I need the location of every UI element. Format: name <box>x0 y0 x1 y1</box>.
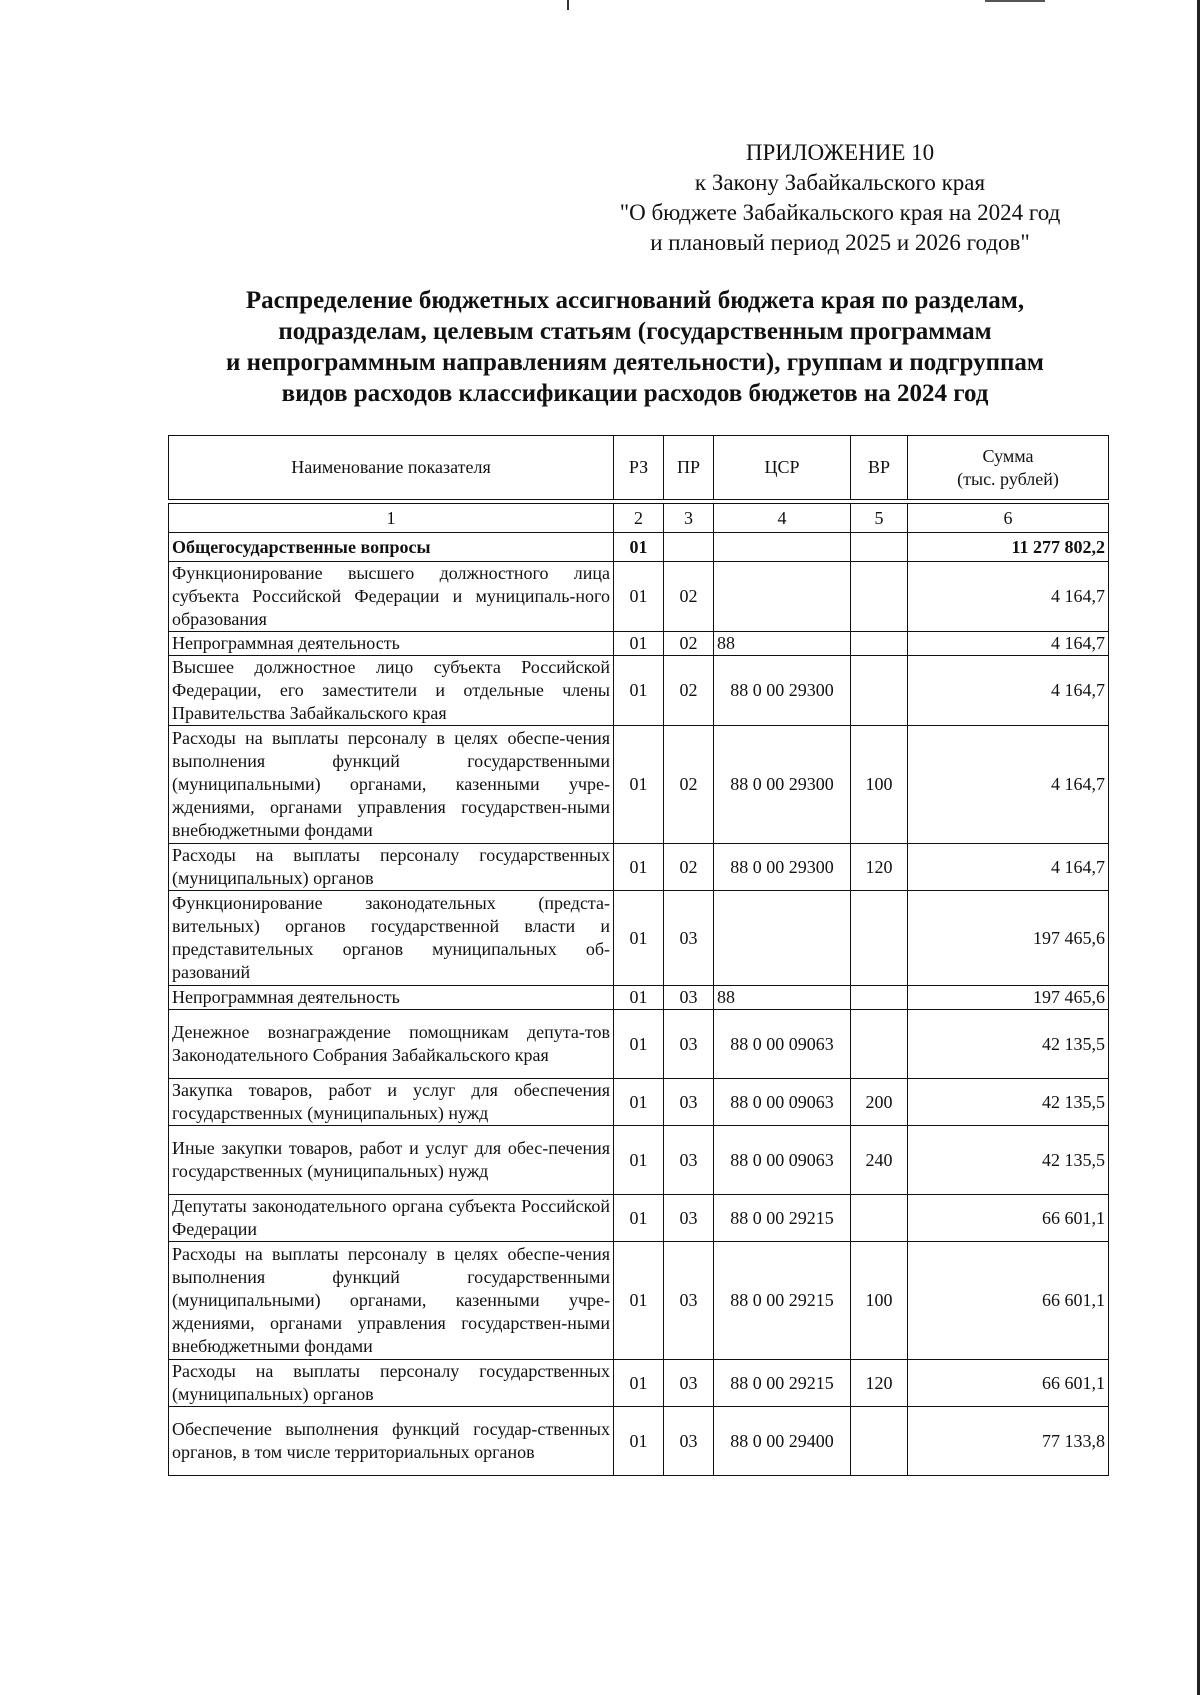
column-number: 6 <box>908 504 1109 533</box>
column-number: 1 <box>169 504 614 533</box>
row-name: Расходы на выплаты персоналу государственных (муниципальных) органов <box>169 844 614 891</box>
row-vr <box>851 632 908 656</box>
row-vr <box>851 562 908 632</box>
table-row <box>169 656 1109 726</box>
table-row <box>169 562 1109 632</box>
table-row <box>169 1126 1109 1195</box>
row-pr: 02 <box>664 726 714 844</box>
row-pr: 03 <box>664 1126 714 1195</box>
row-csr: 88 0 00 29215 <box>714 1195 851 1242</box>
table-row <box>169 986 1109 1010</box>
column-number-row <box>169 504 1109 533</box>
row-csr: 88 0 00 29400 <box>714 1407 851 1476</box>
row-pr <box>664 533 714 562</box>
appendix-law-title: "О бюджете Забайкальского края на 2024 год <box>619 200 1061 225</box>
row-csr <box>714 891 851 986</box>
row-name: Общегосударственные вопросы <box>169 533 614 562</box>
row-rz: 01 <box>614 844 664 891</box>
row-pr: 02 <box>664 656 714 726</box>
row-vr <box>851 986 908 1010</box>
row-pr: 03 <box>664 1010 714 1079</box>
row-pr: 03 <box>664 1079 714 1126</box>
row-name: Обеспечение выполнения функций государ-ственных органов, в том числе территориальных органов <box>169 1407 614 1476</box>
row-sum: 42 135,5 <box>908 1079 1109 1126</box>
row-sum: 4 164,7 <box>908 726 1109 844</box>
row-rz: 01 <box>614 986 664 1010</box>
row-sum: 66 601,1 <box>908 1195 1109 1242</box>
table-row <box>169 1079 1109 1126</box>
row-name: Высшее должностное лицо субъекта Российской Федерации, его заместители и отдельные члены Правительства Забайкальского края <box>169 656 614 726</box>
row-pr: 03 <box>664 1242 714 1360</box>
header-sum-label: Сумма <box>982 445 1034 466</box>
row-vr: 100 <box>851 1242 908 1360</box>
row-vr: 240 <box>851 1126 908 1195</box>
row-rz: 01 <box>614 1407 664 1476</box>
appendix-header <box>560 138 1120 258</box>
row-name: Непрограммная деятельность <box>169 632 614 656</box>
row-vr <box>851 533 908 562</box>
row-pr: 03 <box>664 1195 714 1242</box>
row-sum: 11 277 802,2 <box>908 533 1109 562</box>
row-vr <box>851 891 908 986</box>
column-number: 2 <box>614 504 664 533</box>
row-csr <box>714 533 851 562</box>
header-sum <box>908 436 1109 500</box>
row-sum: 4 164,7 <box>908 656 1109 726</box>
row-vr: 200 <box>851 1079 908 1126</box>
row-pr: 02 <box>664 562 714 632</box>
row-name: Расходы на выплаты персоналу государственных (муниципальных) органов <box>169 1360 614 1407</box>
header-pr: ПР <box>664 436 714 500</box>
row-csr: 88 <box>714 632 851 656</box>
row-sum: 66 601,1 <box>908 1360 1109 1407</box>
row-sum: 4 164,7 <box>908 844 1109 891</box>
appendix-law-period: и плановый период 2025 и 2026 годов" <box>650 230 1030 255</box>
row-rz: 01 <box>614 1360 664 1407</box>
row-csr: 88 0 00 29215 <box>714 1242 851 1360</box>
row-name: Функционирование законодательных (предста-вительных) органов государственной власти и представительных органов муниципальных об-разований <box>169 891 614 986</box>
table-row <box>169 1195 1109 1242</box>
row-name: Функционирование высшего должностного лица субъекта Российской Федерации и муниципаль-ного образования <box>169 562 614 632</box>
row-rz: 01 <box>614 891 664 986</box>
table-header-row <box>169 436 1109 500</box>
budget-allocation-table <box>168 435 1109 1476</box>
row-sum: 42 135,5 <box>908 1126 1109 1195</box>
row-vr: 120 <box>851 1360 908 1407</box>
row-vr <box>851 1407 908 1476</box>
row-vr <box>851 1195 908 1242</box>
table-row <box>169 1242 1109 1360</box>
title-line: Распределение бюджетных ассигнований бюджета края по разделам, <box>245 287 1025 314</box>
row-name: Закупка товаров, работ и услуг для обеспечения государственных (муниципальных) нужд <box>169 1079 614 1126</box>
column-number: 4 <box>714 504 851 533</box>
row-name: Депутаты законодательного органа субъекта Российской Федерации <box>169 1195 614 1242</box>
row-pr: 03 <box>664 891 714 986</box>
row-csr: 88 0 00 29215 <box>714 1360 851 1407</box>
row-csr: 88 0 00 09063 <box>714 1010 851 1079</box>
header-vr: ВР <box>851 436 908 500</box>
row-name: Иные закупки товаров, работ и услуг для обес-печения государственных (муниципальных) нужд <box>169 1126 614 1195</box>
scan-mark <box>985 0 1045 2</box>
row-rz: 01 <box>614 632 664 656</box>
row-rz: 01 <box>614 562 664 632</box>
row-pr: 02 <box>664 844 714 891</box>
table-row <box>169 844 1109 891</box>
table-row <box>169 891 1109 986</box>
row-csr <box>714 562 851 632</box>
title-line: видов расходов классификации расходов бюджетов на 2024 год <box>281 380 989 407</box>
header-csr: ЦСР <box>714 436 851 500</box>
row-rz: 01 <box>614 726 664 844</box>
table-row <box>169 533 1109 562</box>
header-sum-unit: (тыс. рублей) <box>957 468 1059 489</box>
row-sum: 4 164,7 <box>908 562 1109 632</box>
row-csr: 88 0 00 09063 <box>714 1079 851 1126</box>
table-row <box>169 1360 1109 1407</box>
row-csr: 88 0 00 29300 <box>714 726 851 844</box>
row-pr: 03 <box>664 1407 714 1476</box>
column-number: 5 <box>851 504 908 533</box>
row-csr: 88 0 00 29300 <box>714 844 851 891</box>
row-sum: 42 135,5 <box>908 1010 1109 1079</box>
row-name: Расходы на выплаты персоналу в целях обеспе-чения выполнения функций государственными (муниципальными) органами, казенными учре-ждениями, органами управления государствен-ными внебюджетными фондами <box>169 1242 614 1360</box>
row-pr: 03 <box>664 986 714 1010</box>
row-vr: 120 <box>851 844 908 891</box>
row-vr <box>851 656 908 726</box>
row-rz: 01 <box>614 533 664 562</box>
row-sum: 197 465,6 <box>908 986 1109 1010</box>
row-csr: 88 <box>714 986 851 1010</box>
table-row <box>169 1407 1109 1476</box>
row-sum: 197 465,6 <box>908 891 1109 986</box>
row-name: Расходы на выплаты персоналу в целях обеспе-чения выполнения функций государственными (муниципальными) органами, казенными учре-ждениями, органами управления государствен-ными внебюджетными фондами <box>169 726 614 844</box>
row-sum: 66 601,1 <box>908 1242 1109 1360</box>
row-csr: 88 0 00 29300 <box>714 656 851 726</box>
table-row <box>169 1010 1109 1079</box>
table-row <box>169 632 1109 656</box>
row-name: Денежное вознаграждение помощникам депута-тов Законодательного Собрания Забайкальского края <box>169 1010 614 1079</box>
row-sum: 4 164,7 <box>908 632 1109 656</box>
scan-mark <box>567 0 569 10</box>
appendix-law-reference: к Закону Забайкальского края <box>694 170 986 195</box>
document-title <box>140 285 1130 409</box>
row-vr: 100 <box>851 726 908 844</box>
row-rz: 01 <box>614 1242 664 1360</box>
row-rz: 01 <box>614 1079 664 1126</box>
row-name: Непрограммная деятельность <box>169 986 614 1010</box>
title-line: и непрограммным направлениям деятельности), группам и подгруппам <box>226 349 1044 376</box>
appendix-number: ПРИЛОЖЕНИЕ 10 <box>745 140 935 165</box>
row-rz: 01 <box>614 1195 664 1242</box>
row-sum: 77 133,8 <box>908 1407 1109 1476</box>
column-number: 3 <box>664 504 714 533</box>
table-row <box>169 726 1109 844</box>
row-csr: 88 0 00 09063 <box>714 1126 851 1195</box>
header-name: Наименование показателя <box>169 436 614 500</box>
row-vr <box>851 1010 908 1079</box>
row-rz: 01 <box>614 1126 664 1195</box>
row-pr: 02 <box>664 632 714 656</box>
title-line: подразделам, целевым статьям (государственным программам <box>278 318 992 345</box>
row-rz: 01 <box>614 656 664 726</box>
row-rz: 01 <box>614 1010 664 1079</box>
row-pr: 03 <box>664 1360 714 1407</box>
header-rz: РЗ <box>614 436 664 500</box>
